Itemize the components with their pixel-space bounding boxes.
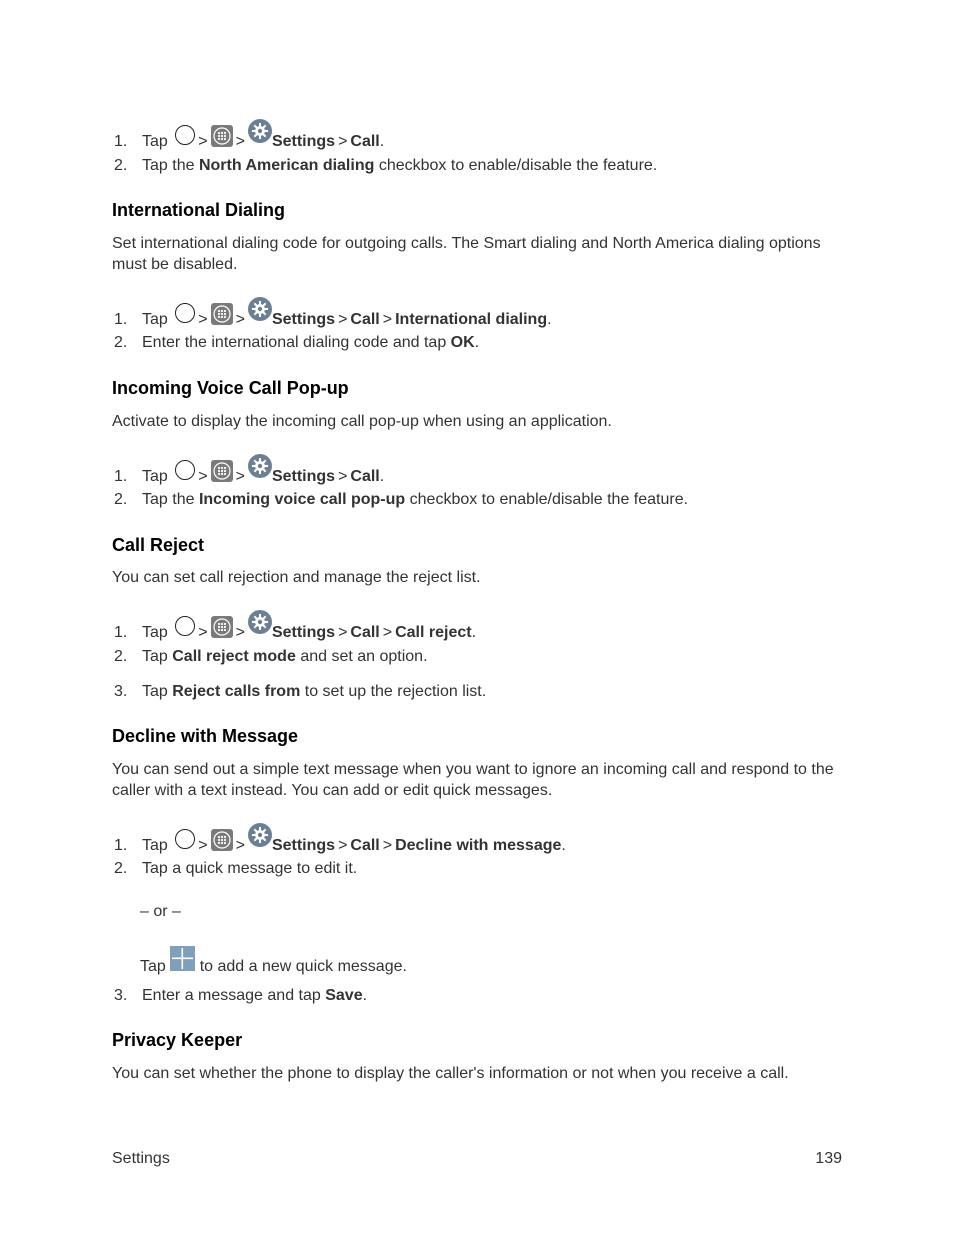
privacy-description: You can set whether the phone to display the caller's information or not when you receive a call. bbox=[112, 1065, 789, 1082]
reject-step-1: 1. Tap > > Settings > Call > Call reject. bbox=[112, 610, 476, 644]
home-icon bbox=[175, 829, 195, 849]
heading-incoming-voice-call-popup: Incoming Voice Call Pop-up bbox=[112, 378, 349, 398]
intro-step-2: 2. Tap the North American dialing checkbox to enable/disable the feature. bbox=[114, 157, 658, 174]
heading-decline-with-message: Decline with Message bbox=[112, 726, 299, 746]
incoming-step-1: 1. Tap > > Settings > Call. bbox=[112, 454, 384, 488]
plus-icon bbox=[170, 946, 195, 971]
incoming-description: Activate to display the incoming call pop-up when using an application. bbox=[112, 413, 612, 430]
decline-alt-step: Tap to add a new quick message. bbox=[140, 946, 407, 978]
decline-step-3: 3. Enter a message and tap Save. bbox=[114, 987, 368, 1004]
settings-gear-icon bbox=[248, 454, 272, 478]
or-separator: – or – bbox=[140, 903, 181, 920]
heading-privacy-keeper: Privacy Keeper bbox=[112, 1030, 243, 1050]
decline-description: You can send out a simple text message when you want to ignore an incoming call and respond to the caller with a text instead. You can add or edit quick messages. bbox=[112, 761, 834, 799]
reject-step-3: 3. Tap Reject calls from to set up the rejection list. bbox=[114, 683, 487, 700]
settings-gear-icon bbox=[248, 297, 272, 321]
apps-icon bbox=[211, 125, 233, 147]
home-icon bbox=[175, 460, 195, 480]
reject-step-2: 2. Tap Call reject mode and set an option. bbox=[114, 648, 428, 665]
home-icon bbox=[175, 125, 195, 145]
incoming-step-2: 2. Tap the Incoming voice call pop-up checkbox to enable/disable the feature. bbox=[114, 491, 689, 508]
international-step-1: 1. Tap > > Settings > Call > International dialing. bbox=[112, 297, 552, 331]
heading-international-dialing: International Dialing bbox=[112, 200, 286, 220]
decline-step-1: 1. Tap > > Settings > Call > Decline with message. bbox=[112, 823, 566, 857]
settings-gear-icon bbox=[248, 119, 272, 143]
home-icon bbox=[175, 616, 195, 636]
footer-page-number: 139 bbox=[815, 1150, 842, 1167]
apps-icon bbox=[211, 303, 233, 325]
international-step-2: 2. Enter the international dialing code and tap OK. bbox=[114, 334, 480, 351]
decline-step-2: 2. Tap a quick message to edit it. bbox=[114, 860, 358, 877]
settings-gear-icon bbox=[248, 823, 272, 847]
apps-icon bbox=[211, 460, 233, 482]
footer-section-name: Settings bbox=[112, 1150, 170, 1167]
intro-step-1: 1. Tap > > Settings > Call. bbox=[112, 119, 384, 153]
home-icon bbox=[175, 303, 195, 323]
apps-icon bbox=[211, 616, 233, 638]
heading-call-reject: Call Reject bbox=[112, 535, 205, 555]
apps-icon bbox=[211, 829, 233, 851]
international-description: Set international dialing code for outgoing calls. The Smart dialing and North America dialing options must be disabled. bbox=[112, 235, 821, 273]
reject-description: You can set call rejection and manage the reject list. bbox=[112, 569, 481, 586]
settings-gear-icon bbox=[248, 610, 272, 634]
